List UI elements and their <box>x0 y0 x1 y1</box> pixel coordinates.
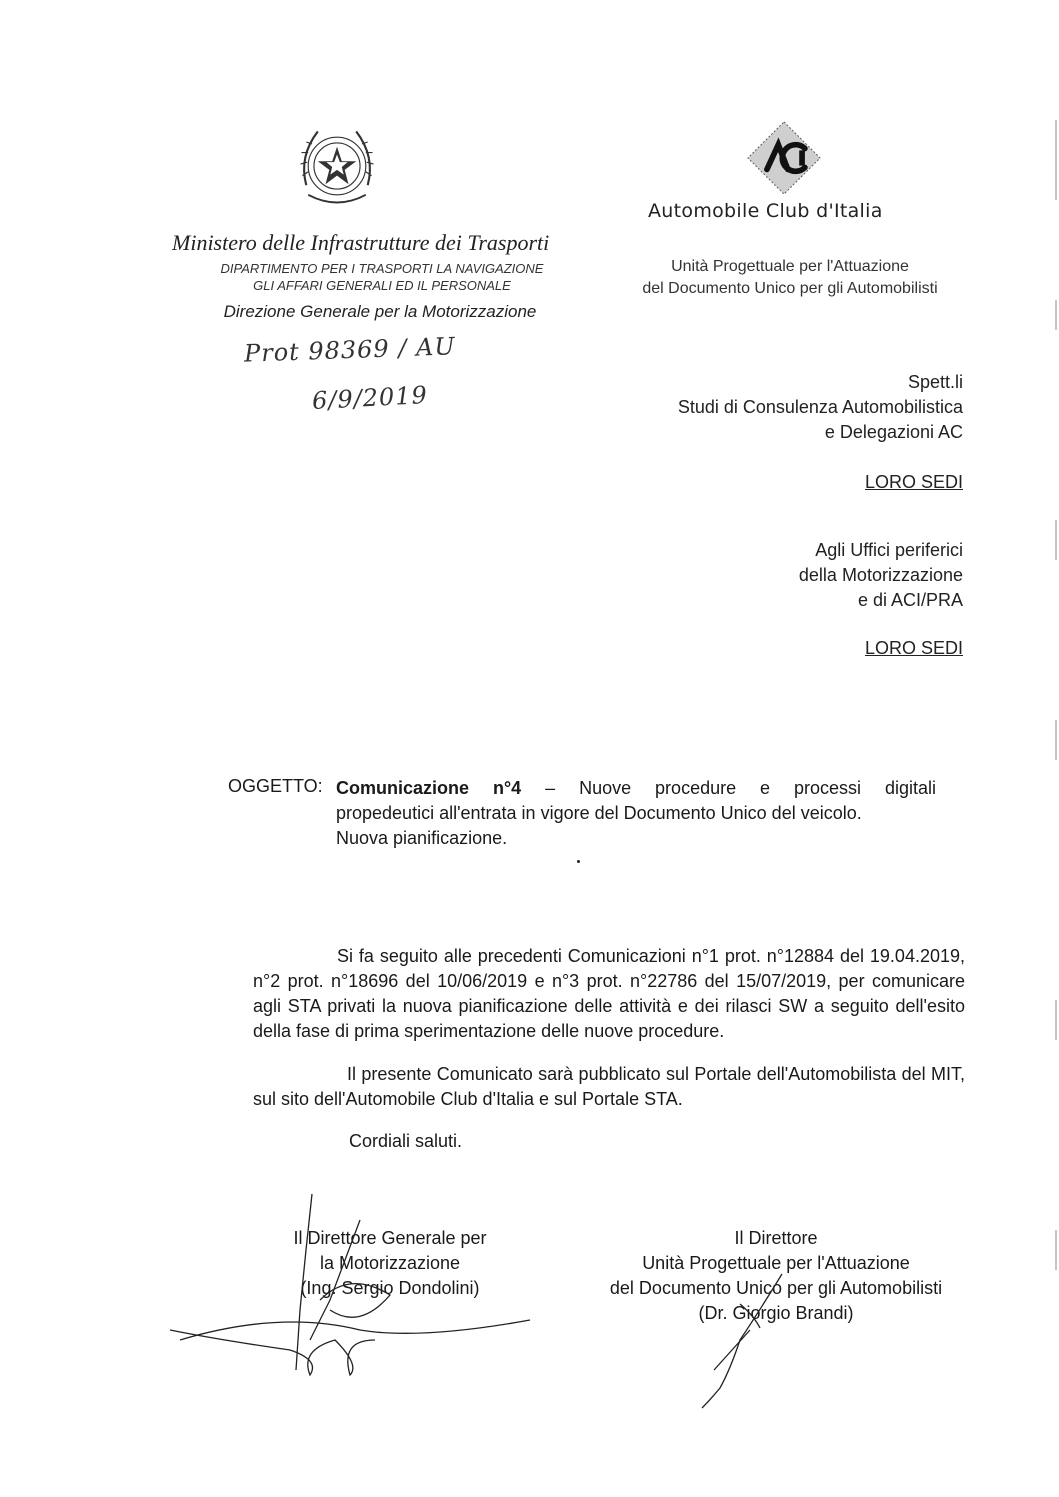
aci-unit-line: del Documento Unico per gli Automobilisti <box>642 280 938 297</box>
recipient-sedi-2: LORO SEDI <box>864 638 963 658</box>
aci-unit-line: Unità Progettuale per l'Attuazione <box>671 258 909 275</box>
signature-line: (Ing. Sergio Dondolini) <box>300 1278 480 1298</box>
aci-logo-icon <box>746 120 822 196</box>
paragraph-text: Il presente Comunicato sarà pubblicato sul Portale dell'Automobilista del MIT, sul sito dell'Automobile Club d'Italia e sul Portale STA. <box>253 1064 965 1109</box>
recipient-group-1 <box>678 370 963 445</box>
signature-line: Unità Progettuale per l'Attuazione <box>642 1253 910 1273</box>
recipient-line: Spett.li <box>907 372 963 392</box>
recipient-line: Agli Uffici periferici <box>815 540 963 560</box>
handwritten-signature-right <box>690 1270 810 1410</box>
recipient-line: Studi di Consulenza Automobilistica <box>677 397 963 417</box>
recipient-group-2 <box>799 538 963 613</box>
signature-line: Il Direttore <box>734 1228 818 1248</box>
subject-label: OGGETTO: <box>228 776 323 796</box>
signature-line: (Dr. Giorgio Brandi) <box>698 1303 854 1323</box>
aci-org-name: Automobile Club d'Italia <box>648 200 883 222</box>
subject-line1-rest: – Nuove procedure e processi digitali <box>521 778 937 798</box>
body-paragraph-2 <box>253 1062 965 1112</box>
closing: Cordiali saluti. <box>349 1131 463 1151</box>
recipient-line: della Motorizzazione <box>798 565 963 585</box>
stray-dot <box>577 860 580 863</box>
handwritten-signature-left <box>160 1190 540 1380</box>
department-line: DIPARTIMENTO PER I TRASPORTI LA NAVIGAZIONE <box>220 261 544 276</box>
subject-line: propedeutici all'entrata in vigore del Documento Unico del veicolo. <box>336 803 862 823</box>
paragraph-text: Si fa seguito alle precedenti Comunicazioni n°1 prot. n°12884 del 19.04.2019, n°2 prot. n°18696 del 10/06/2019 e n°3 prot. n°22786 del 15/07/2019, per comunicare agli STA privati la nuova pianificazione delle attività e dei rilasci SW a seguito dell'esito della fase di prima sperimentazione delle nuove procedure. <box>253 946 965 1041</box>
scan-edge <box>1052 0 1059 1497</box>
handwritten-protocol: Prot 98369 / AU <box>243 332 457 368</box>
handwritten-date: 6/9/2019 <box>311 380 429 416</box>
subject-text <box>336 776 936 851</box>
recipient-line: e di ACI/PRA <box>857 590 963 610</box>
italian-republic-emblem-icon <box>288 118 386 214</box>
subject-line <box>336 776 936 801</box>
ministry-directorate: Direzione Generale per la Motorizzazione <box>223 302 537 321</box>
body-paragraph-1 <box>253 944 965 1044</box>
signature-line: la Motorizzazione <box>319 1253 461 1273</box>
signature-line: del Documento Unico per gli Automobilisti <box>609 1278 943 1298</box>
subject-line: Nuova pianificazione. <box>336 828 508 848</box>
signature-line: Il Direttore Generale per <box>293 1228 487 1248</box>
ministry-department <box>192 260 572 294</box>
recipient-sedi-1: LORO SEDI <box>864 472 963 492</box>
recipient-line: e Delegazioni AC <box>824 422 963 442</box>
ministry-title: Ministero delle Infrastrutture dei Trasporti <box>172 230 550 255</box>
department-line: GLI AFFARI GENERALI ED IL PERSONALE <box>253 278 511 293</box>
aci-unit <box>612 256 968 300</box>
subject-bold: Comunicazione n°4 <box>336 778 522 798</box>
